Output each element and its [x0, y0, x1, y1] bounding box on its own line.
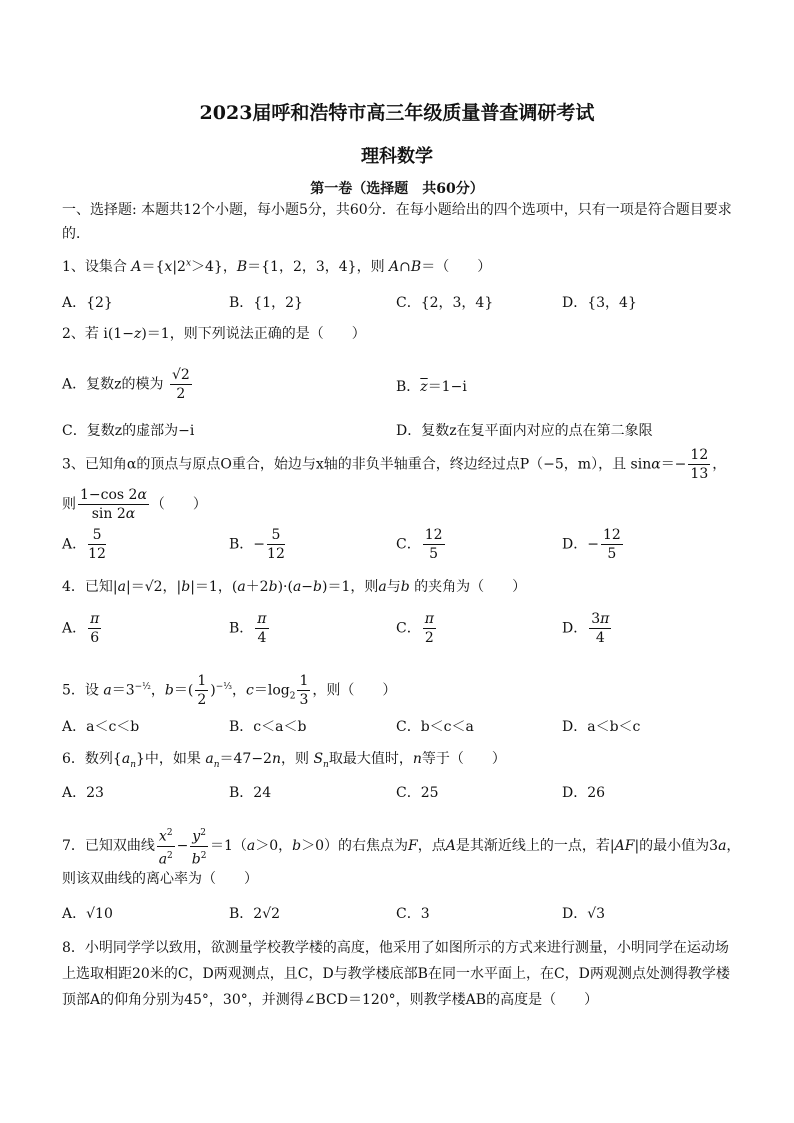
question-5-option-a: A．a＜c＜b: [62, 719, 140, 735]
question-4-option-b: B． $\frac{\pi}{4}$: [229, 611, 267, 646]
question-7-option-a: A．√10: [62, 906, 113, 922]
question-6-option-d: D．26: [562, 785, 606, 801]
question-2-option-d: D．复数z在复平面内对应的点在第二象限: [396, 423, 653, 439]
question-4-option-a: A． $\frac{\pi}{6}$: [62, 611, 100, 646]
fraction-sqrt2-over-2: $\frac{√2}{2}$: [171, 367, 190, 402]
question-7-option-c: C．3: [396, 906, 430, 922]
question-2-option-b: B．$\overline{z}=1-i$: [396, 379, 467, 395]
question-3-option-a: A． $\frac{5}{12}$: [62, 527, 106, 562]
question-4-option-d: D． $\frac{3\pi}{4}$: [562, 611, 610, 646]
question-3-stem: 3、已知角α的顶点与原点O重合，始边与x轴的非负半轴重合，终边经过点P（−5，m），且 sinα＝− $\frac{12}{13}$ ，: [62, 447, 727, 482]
question-1-stem: 1、设集合 $A=\{x|2^x>4\}$，B＝{1，2，3，4}，则 A∩B＝（ ）: [62, 258, 492, 275]
question-6-option-c: C．25: [396, 785, 439, 801]
question-5-stem: 5．设 $a=3^{-\frac{1}{2}}$，b＝( $\frac{1}{2}$ )$^{-\frac{1}{3}}$，$c=\log_2$ $\frac{1}{3}$ ，则（ ）: [62, 673, 397, 708]
question-2-stem: 2、若 i(1−z)＝1，则下列说法正确的是（ ）: [62, 326, 366, 342]
question-2-option-a: A．复数z的模为 $\frac{√2}{2}$: [62, 367, 190, 402]
question-3-stem-2: 则 $\frac{1-\cos 2\alpha}{\sin 2\alpha}$ （ ）: [62, 487, 207, 522]
instructions: 一、选择题: 本题共12个小题，每小题5分，共60分．在每小题给出的四个选项中，只有一项是符合题目要求的．: [62, 202, 732, 242]
question-1-option-b: B．{1，2}: [229, 295, 303, 311]
subject-title: 理科数学: [361, 146, 433, 167]
question-3-option-b: B．− $\frac{5}{12}$: [229, 527, 285, 562]
exam-title: 2023届呼和浩特市高三年级质量普查调研考试: [199, 102, 595, 124]
question-3-option-d: D．− $\frac{12}{5}$: [562, 527, 621, 562]
section-title: 第一卷（选择题 共60分）: [310, 181, 484, 197]
question-2-option-c: C．复数z的虚部为−i: [62, 423, 195, 439]
question-1-option-a: A．{2}: [62, 295, 113, 311]
question-4-option-c: C． $\frac{\pi}{2}$: [396, 611, 434, 646]
question-7-stem-2: 则该双曲线的离心率为（ ）: [62, 871, 258, 887]
question-5-option-c: C．b＜c＜a: [396, 719, 474, 735]
question-5-option-b: B．c＜a＜b: [229, 719, 307, 735]
question-4-stem: 4．已知|a|＝√2，|b|＝1，(a＋2b)·(a−b)＝1，则a与b 的夹角为（ ）: [62, 579, 527, 595]
question-8-stem: 8．小明同学学以致用，欲测量学校教学楼的高度，他采用了如图所示的方式来进行测量，小明同学在运动场上选取相距20米的C，D两观测点，且C，D与教学楼底部B在同一水平面上，在C，D两观测点处测得教学楼顶部A的仰角分别为45°，30°，并测得∠BCD＝120°，则教学楼AB的高度是（ ）: [62, 940, 730, 1008]
question-3-option-c: C． $\frac{12}{5}$: [396, 527, 443, 562]
question-7-option-d: D．√3: [562, 906, 606, 922]
question-6-option-b: B．24: [229, 785, 272, 801]
question-7-stem: 7．已知双曲线 $\frac{x^2}{a^2}$ − $\frac{y^2}{b^2}$ ＝1（a＞0，b＞0）的右焦点为F，点A是其渐近线上的一点，若|AF|的最小值为3a，: [62, 824, 740, 868]
question-1-option-c: C．{2，3，4}: [396, 295, 494, 311]
question-5-option-d: D．a＜b＜c: [562, 719, 641, 735]
question-1-option-d: D．{3，4}: [562, 295, 637, 311]
question-6-option-a: A．23: [62, 785, 104, 801]
question-6-stem: 6．数列$\{a_n\}$中，如果 $a_n=47-2n$，则 $S_n$取最大值时，n等于（ ）: [62, 751, 506, 770]
question-7-option-b: B．2√2: [229, 906, 281, 922]
